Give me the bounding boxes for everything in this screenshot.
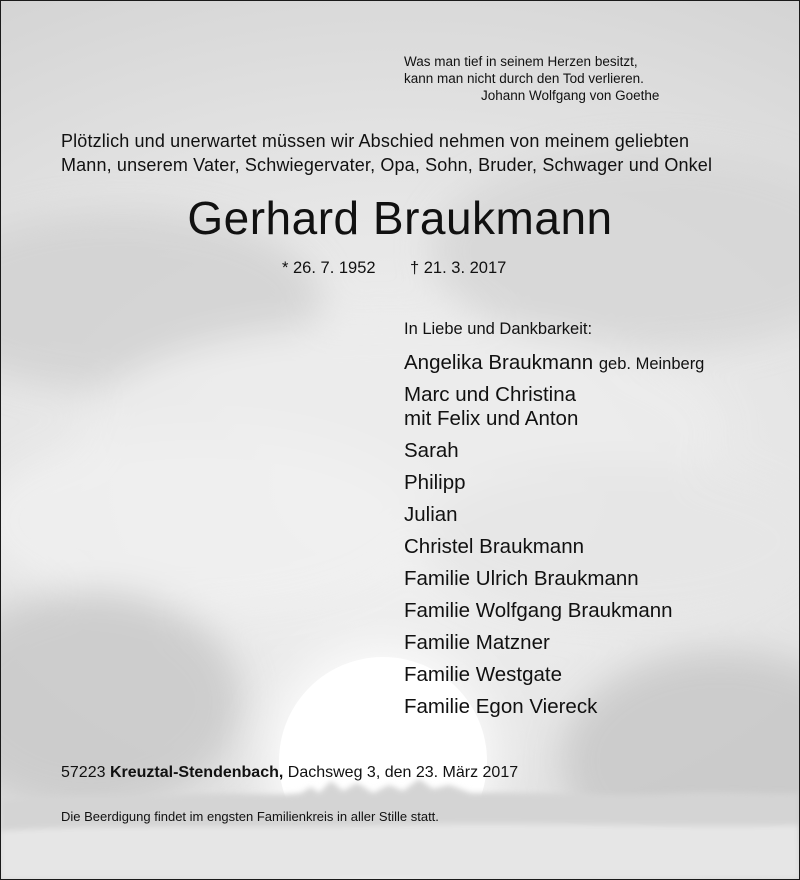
mourner-item: Familie Matzner — [404, 631, 550, 654]
quote-line-2: kann man nicht durch den Tod verlieren. — [404, 71, 644, 86]
death-date: † 21. 3. 2017 — [410, 259, 507, 277]
mourner-couple-line-2: mit Felix und Anton — [404, 407, 579, 430]
mourner-item: Philipp — [404, 471, 466, 494]
mourner-item: Familie Ulrich Braukmann — [404, 567, 639, 590]
address-street-date: Dachsweg 3, den 23. März 2017 — [287, 764, 519, 781]
address-line — [61, 764, 518, 782]
mourner-couple-line-1: Marc und Christina — [404, 383, 577, 406]
quote-author: Johann Wolfgang von Goethe — [481, 88, 660, 103]
birth-date: * 26. 7. 1952 — [282, 259, 376, 277]
mourner-spouse — [404, 351, 704, 376]
mourner-item: Julian — [404, 503, 458, 526]
address-zip: 57223 — [61, 764, 106, 781]
mourner-item: Familie Wolfgang Braukmann — [404, 599, 673, 622]
address-city: Kreuztal-Stendenbach, — [109, 764, 284, 781]
mourner-item: Sarah — [404, 439, 459, 462]
intro-line-1: Plötzlich und unerwartet müssen wir Abschied nehmen von meinem geliebten — [61, 131, 690, 151]
funeral-note: Die Beerdigung findet im engsten Familienkreis in aller Stille statt. — [61, 809, 439, 824]
spouse-name: Angelika Braukmann — [404, 351, 594, 374]
mourner-item: Familie Westgate — [404, 663, 562, 686]
spouse-maiden-name: geb. Meinberg — [598, 355, 705, 373]
quote-line-1: Was man tief in seinem Herzen besitzt, — [404, 54, 638, 69]
mourner-item: Familie Egon Viereck — [404, 695, 598, 718]
mourners-lead: In Liebe und Dankbarkeit: — [404, 320, 593, 338]
deceased-name: Gerhard Braukmann — [187, 192, 613, 244]
intro-line-2: Mann, unserem Vater, Schwiegervater, Opa, Sohn, Bruder, Schwager und Onkel — [61, 155, 713, 175]
mourner-item: Christel Braukmann — [404, 535, 585, 558]
